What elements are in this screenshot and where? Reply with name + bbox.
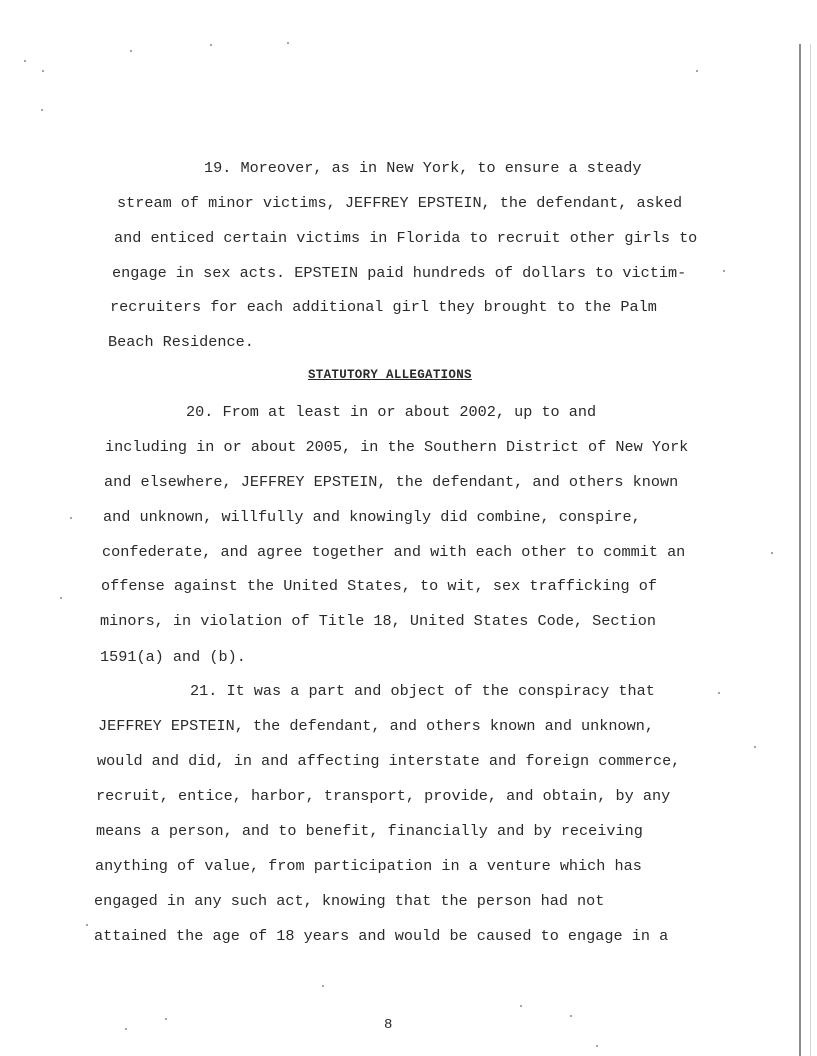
paragraph-20-line-8: 1591(a) and (b). <box>100 648 246 666</box>
scan-speck <box>718 692 720 694</box>
scan-speck <box>771 552 773 554</box>
scan-speck <box>696 70 698 72</box>
paragraph-19-line-6: Beach Residence. <box>108 333 254 351</box>
paragraph-20-line-4: and unknown, willfully and knowingly did combine, conspire, <box>103 508 641 526</box>
scan-speck <box>60 597 62 599</box>
paragraph-21-line-4: recruit, entice, harbor, transport, provide, and obtain, by any <box>96 787 671 805</box>
scan-speck <box>287 42 289 44</box>
scan-speck <box>24 60 26 62</box>
page-number: 8 <box>384 1017 393 1033</box>
scan-speck <box>723 270 725 272</box>
paragraph-20-line-2: including in or about 2005, in the Southern District of New York <box>105 438 689 456</box>
scan-speck <box>570 1015 572 1017</box>
paragraph-21-line-7: engaged in any such act, knowing that the person had not <box>94 892 605 910</box>
paragraph-21-line-2: JEFFREY EPSTEIN, the defendant, and others known and unknown, <box>98 717 654 735</box>
scan-edge-line <box>799 44 801 1056</box>
scan-speck <box>210 44 212 46</box>
paragraph-21-line-8: attained the age of 18 years and would be caused to engage in a <box>94 927 669 945</box>
paragraph-20-line-7: minors, in violation of Title 18, United States Code, Section <box>100 612 656 630</box>
paragraph-19-line-1: 19. Moreover, as in New York, to ensure a steady <box>204 159 642 177</box>
scan-speck <box>754 746 756 748</box>
scan-speck <box>70 517 72 519</box>
paragraph-20-line-3: and elsewhere, JEFFREY EPSTEIN, the defendant, and others known <box>104 473 679 491</box>
paragraph-21-line-6: anything of value, from participation in a venture which has <box>95 857 642 875</box>
section-heading: STATUTORY ALLEGATIONS <box>308 368 472 382</box>
scan-speck <box>165 1018 167 1020</box>
paragraph-19-line-5: recruiters for each additional girl they brought to the Palm <box>110 298 657 316</box>
paragraph-20-line-1: 20. From at least in or about 2002, up to and <box>186 403 597 421</box>
scan-speck <box>41 109 43 111</box>
scan-speck <box>596 1045 598 1047</box>
scan-speck <box>322 985 324 987</box>
paragraph-21-line-1: 21. It was a part and object of the conspiracy that <box>190 682 655 700</box>
scan-speck <box>125 1028 127 1030</box>
paragraph-19-line-3: and enticed certain victims in Florida to recruit other girls to <box>114 229 698 247</box>
scan-speck <box>130 50 132 52</box>
paragraph-21-line-5: means a person, and to benefit, financially and by receiving <box>96 822 643 840</box>
scan-speck <box>42 70 44 72</box>
paragraph-21-line-3: would and did, in and affecting interstate and foreign commerce, <box>97 752 681 770</box>
scan-speck <box>520 1005 522 1007</box>
scan-edge-line-secondary <box>810 44 811 1056</box>
scan-speck <box>86 924 88 926</box>
paragraph-20-line-5: confederate, and agree together and with each other to commit an <box>102 543 686 561</box>
paragraph-19-line-4: engage in sex acts. EPSTEIN paid hundreds of dollars to victim- <box>112 264 687 282</box>
paragraph-20-line-6: offense against the United States, to wit, sex trafficking of <box>101 577 657 595</box>
paragraph-19-line-2: stream of minor victims, JEFFREY EPSTEIN, the defendant, asked <box>117 194 683 212</box>
